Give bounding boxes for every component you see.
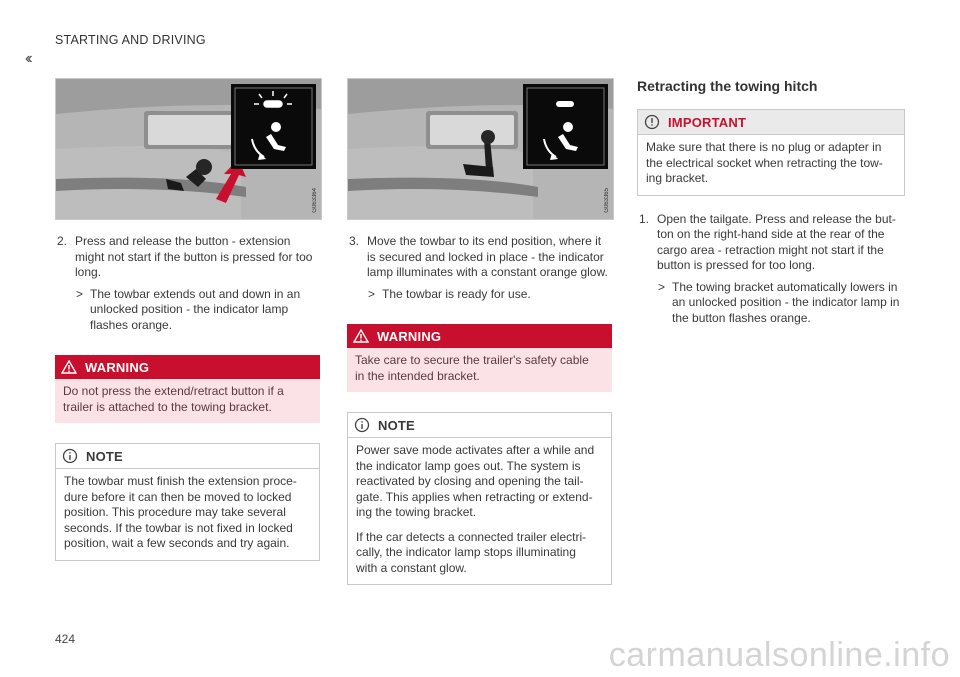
step-text: Open the tailgate. Press and release the but-ton on the right-hand side at the rear of the cargo area - retraction might not start if the button is pressed for too long.	[657, 211, 896, 272]
column-2	[347, 78, 612, 585]
exclamation-circle-icon	[644, 114, 660, 130]
warning-body	[55, 379, 320, 423]
warning-triangle-icon	[61, 360, 77, 374]
note-header	[56, 444, 319, 469]
step-3	[347, 234, 612, 281]
step-number: 1.	[639, 211, 650, 226]
result-text: The towing bracket automatically lowers in an unlocked position - the indicator lamp in the button flashes orange.	[672, 279, 900, 325]
step-result	[637, 280, 905, 327]
result-arrow-icon: >	[76, 286, 84, 301]
note-title: NOTE	[378, 417, 415, 433]
result-arrow-icon: >	[658, 279, 666, 294]
note-box	[347, 412, 612, 585]
note-paragraph: The towbar must finish the extension proce-dure before it can then be moved to locked position. This procedure may take several seconds. If the towbar is not fixed in locked position, wait a few seconds and try again.	[64, 474, 297, 550]
warning-triangle-icon	[353, 329, 369, 343]
warning-text: Take care to secure the trailer's safety cable in the intended bracket.	[355, 353, 589, 383]
figure-code: G063365	[604, 188, 610, 213]
step-1	[637, 212, 905, 274]
info-icon	[354, 417, 370, 433]
step-result	[55, 287, 320, 334]
warning-text: Do not press the extend/retract button if a trailer is attached to the towing bracket.	[63, 384, 284, 414]
note-body	[348, 438, 611, 584]
column-3	[637, 78, 905, 326]
note-paragraph: Power save mode activates after a while and the indicator lamp goes out. The system is reactivated by closing and opening the tail-gate. This applies when retracting or extend-ing the towing bracket.	[356, 443, 595, 519]
important-body	[638, 135, 904, 195]
warning-box	[347, 324, 612, 392]
lamp-steady-icon	[556, 101, 574, 107]
column-1	[55, 78, 320, 561]
step-number: 3.	[349, 234, 360, 248]
towbar-extend-illustration	[55, 78, 322, 220]
note-paragraph: If the car detects a connected trailer electri-cally, the indicator lamp stops illuminating with a constant glow.	[356, 529, 587, 575]
step-text: Press and release the button - extension might not start if the button is pressed for too long.	[75, 234, 313, 279]
important-box	[637, 109, 905, 196]
warning-header	[55, 355, 320, 379]
page-number: 424	[55, 632, 76, 646]
important-title: IMPORTANT	[668, 114, 747, 130]
warning-header	[347, 324, 612, 348]
back-chevron-icon[interactable]: ‹‹	[25, 50, 30, 67]
page-header: STARTING AND DRIVING	[55, 33, 206, 47]
important-header	[638, 110, 904, 135]
important-text: Make sure that there is no plug or adapter in the electrical socket when retracting the tow-ing bracket.	[646, 140, 883, 185]
note-box	[55, 443, 320, 561]
note-header	[348, 413, 611, 438]
figure-code: G063364	[312, 188, 318, 213]
warning-body	[347, 348, 612, 392]
towbar-locked-illustration	[347, 78, 614, 220]
warning-box	[55, 355, 320, 423]
info-icon	[62, 448, 78, 464]
result-text: The towbar is ready for use.	[382, 286, 531, 301]
result-text: The towbar extends out and down in an unlocked position - the indicator lamp flashes orange.	[90, 286, 301, 332]
step-text: Move the towbar to its end position, where it is secured and locked in place - the indicator lamp illuminates with a constant orange glow.	[367, 234, 608, 279]
warning-title: WARNING	[85, 359, 150, 375]
note-body	[56, 469, 319, 560]
step-result	[347, 287, 612, 303]
watermark: carmanualsonline.info	[608, 636, 950, 674]
note-title: NOTE	[86, 448, 123, 464]
step-number: 2.	[57, 234, 68, 248]
result-arrow-icon: >	[368, 286, 376, 301]
step-2	[55, 234, 320, 281]
section-heading: Retracting the towing hitch	[637, 78, 818, 94]
warning-title: WARNING	[377, 328, 442, 344]
